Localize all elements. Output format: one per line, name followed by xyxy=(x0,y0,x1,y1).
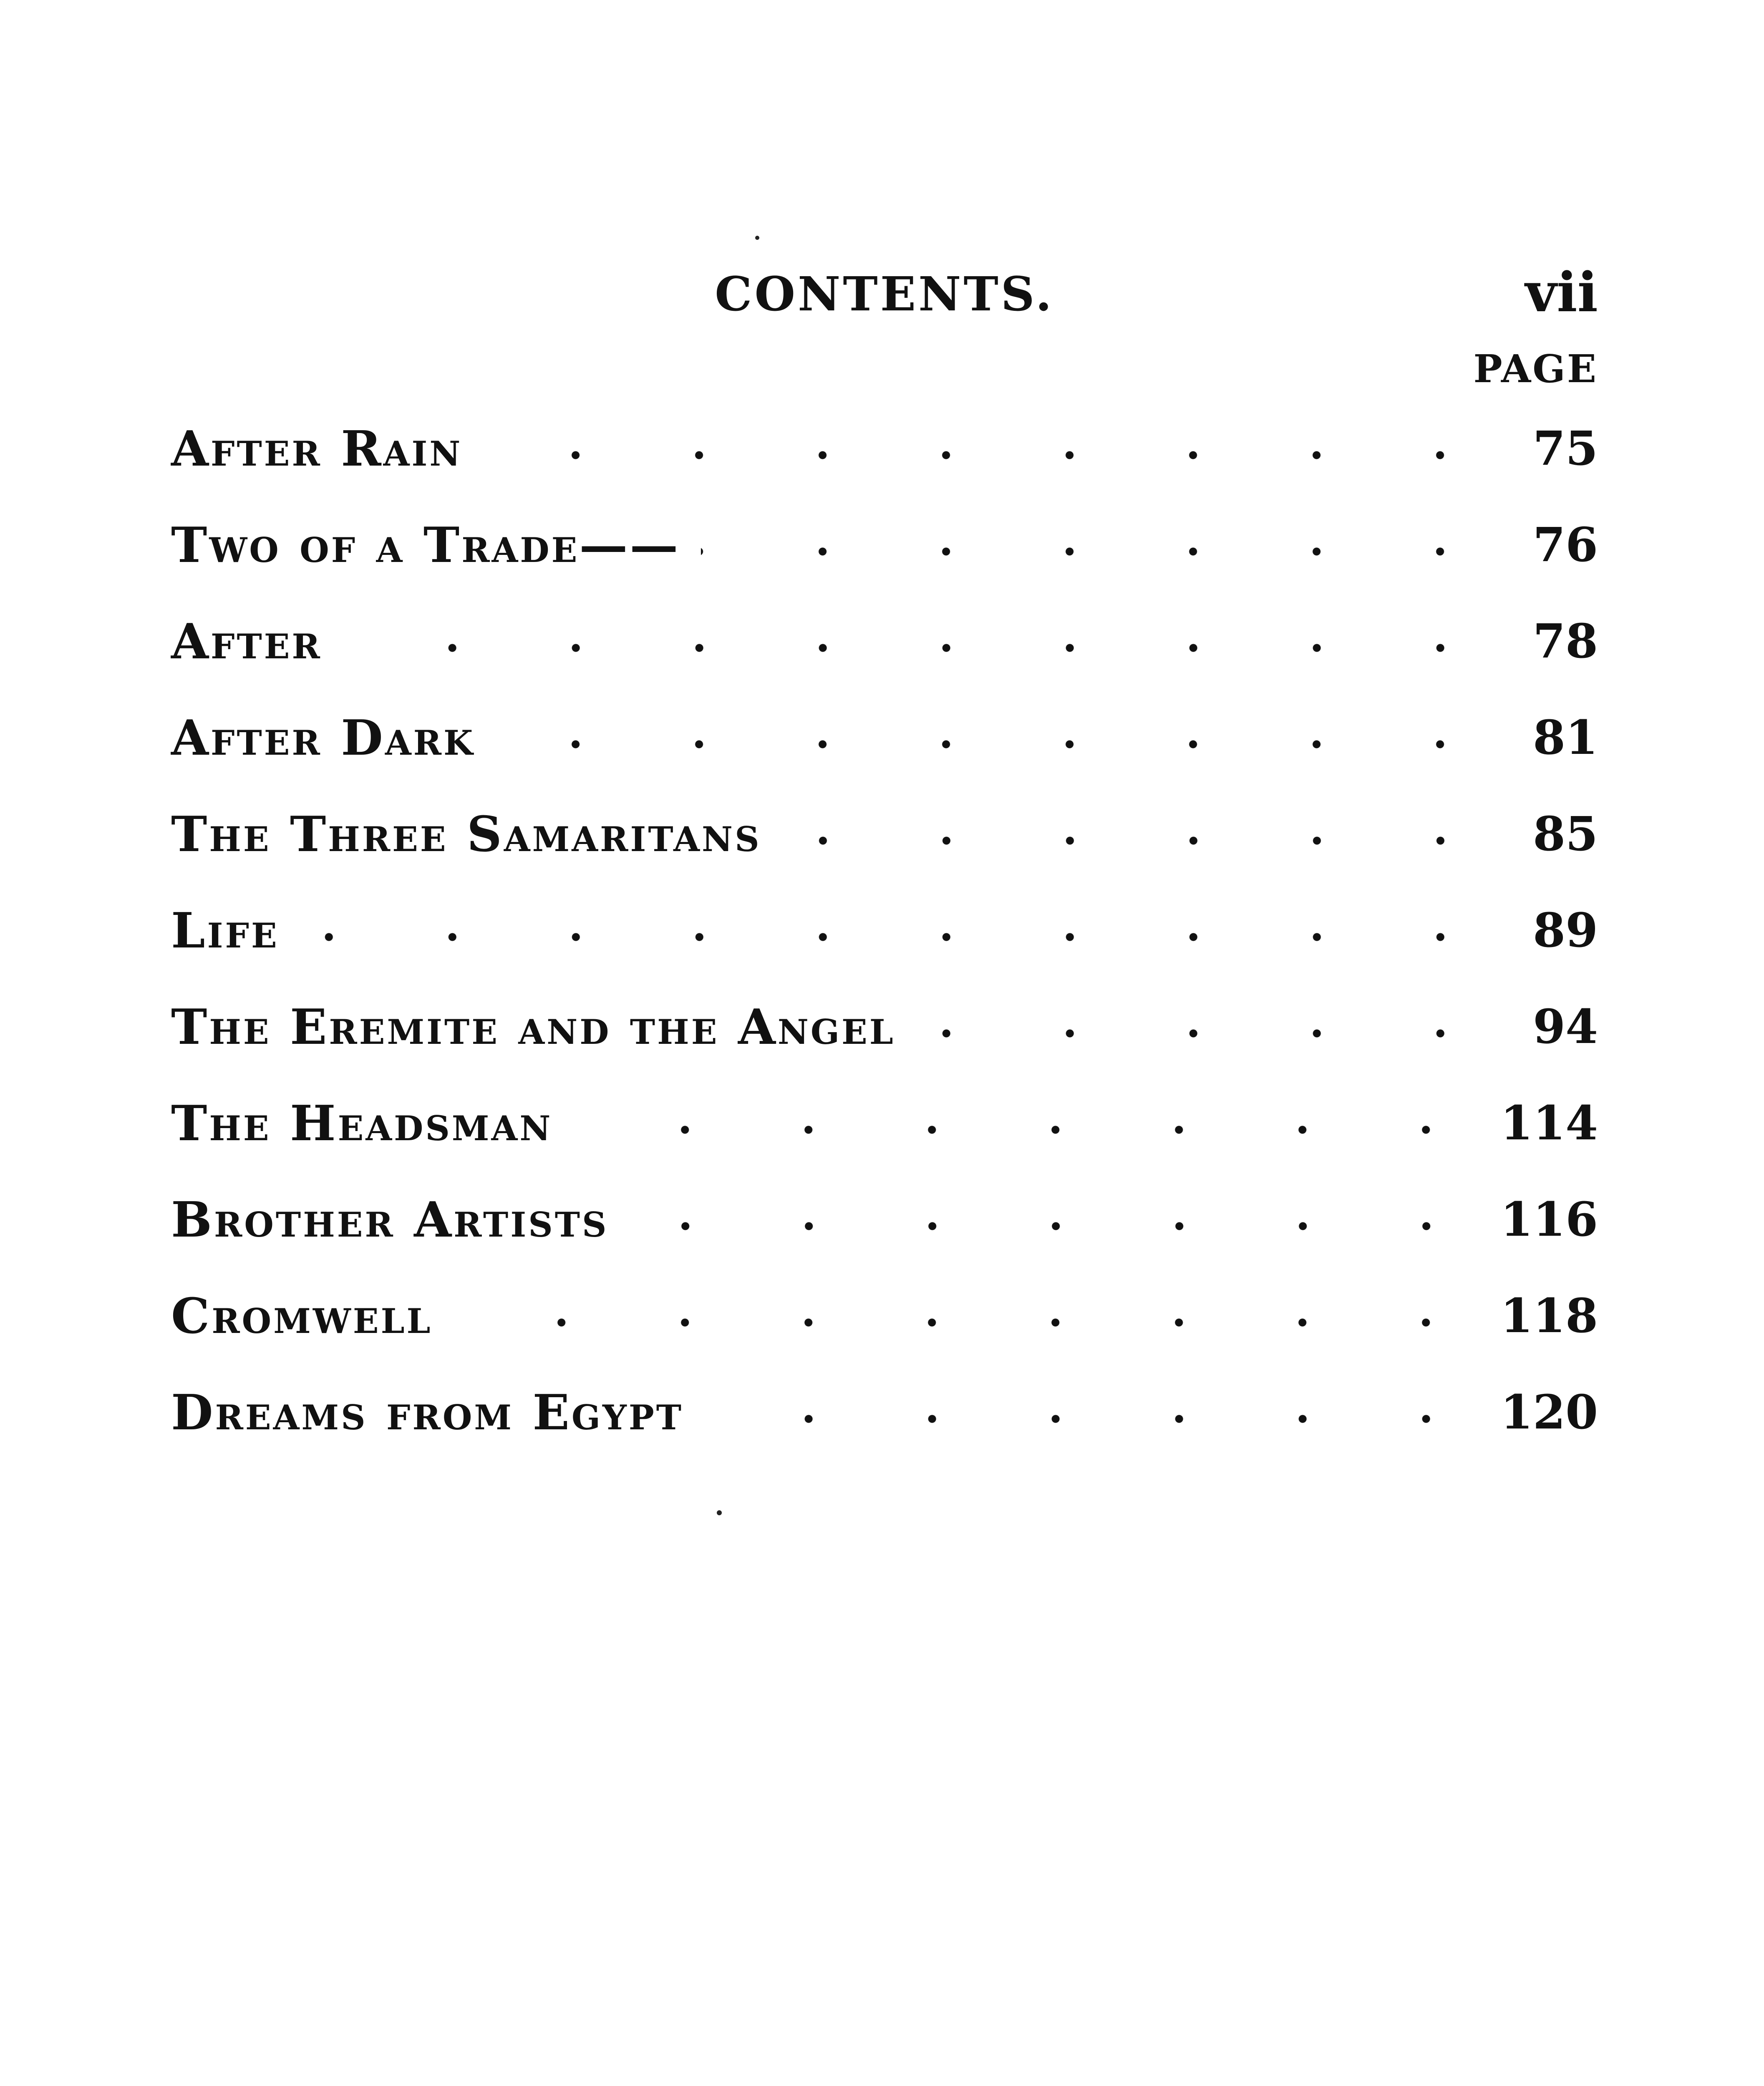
toc-entry-page: 118 xyxy=(1500,1289,1598,1343)
toc-entry-title: After xyxy=(171,613,339,670)
scan-speck xyxy=(755,236,759,240)
toc-entry-page: 116 xyxy=(1500,1192,1598,1247)
toc-entry xyxy=(171,1075,1598,1171)
dot-leader xyxy=(453,1318,1488,1327)
toc-entry-title: Life xyxy=(171,902,296,959)
toc-entry xyxy=(171,1171,1598,1268)
toc-entry-page: 81 xyxy=(1533,710,1598,765)
toc-entry-page: 85 xyxy=(1533,807,1598,862)
dot-leader xyxy=(496,740,1502,748)
dot-leader xyxy=(343,644,1502,652)
table-of-contents xyxy=(171,401,1598,1461)
toc-entry xyxy=(171,979,1598,1075)
dot-leader xyxy=(300,933,1502,941)
page-column-label: PAGE xyxy=(1473,346,1598,391)
toc-entry-page: 78 xyxy=(1533,614,1598,669)
dot-leader xyxy=(483,451,1502,459)
toc-entry xyxy=(171,593,1598,690)
toc-entry-title: After Rain xyxy=(171,421,479,477)
running-title: CONTENTS. xyxy=(715,267,1054,322)
toc-entry-page: 76 xyxy=(1533,518,1598,572)
toc-entry xyxy=(171,690,1598,786)
toc-entry-title: Dreams from Egypt xyxy=(171,1384,700,1441)
scan-speck xyxy=(717,1510,722,1515)
dot-leader xyxy=(630,1222,1488,1230)
toc-entry xyxy=(171,497,1598,593)
toc-entry-page: 120 xyxy=(1500,1385,1598,1440)
toc-entry-title: Two of a Trade—— xyxy=(171,517,697,574)
toc-entry-title: Brother Artists xyxy=(171,1192,625,1248)
toc-entry-title: The Headsman xyxy=(171,1095,569,1152)
toc-entry-title: Cromwell xyxy=(171,1288,449,1345)
dot-leader xyxy=(782,836,1502,845)
toc-entry xyxy=(171,1364,1598,1461)
toc-entry-page: 94 xyxy=(1533,1000,1598,1054)
toc-entry-title: After Dark xyxy=(171,710,491,766)
folio-page-number: vii xyxy=(1525,260,1598,324)
dot-leader xyxy=(704,1415,1488,1423)
toc-entry xyxy=(171,1268,1598,1364)
toc-entry-page: 89 xyxy=(1533,903,1598,958)
toc-entry-page: 114 xyxy=(1500,1096,1598,1151)
dot-leader xyxy=(701,547,1502,556)
toc-entry-page: 75 xyxy=(1533,421,1598,476)
toc-entry xyxy=(171,882,1598,979)
toc-entry xyxy=(171,786,1598,882)
dot-leader xyxy=(573,1126,1488,1134)
dot-leader xyxy=(916,1029,1502,1038)
toc-entry xyxy=(171,401,1598,497)
running-head xyxy=(171,260,1598,325)
toc-entry-title: The Three Samaritans xyxy=(171,806,778,863)
toc-entry-title: The Eremite and the Angel xyxy=(171,999,912,1056)
